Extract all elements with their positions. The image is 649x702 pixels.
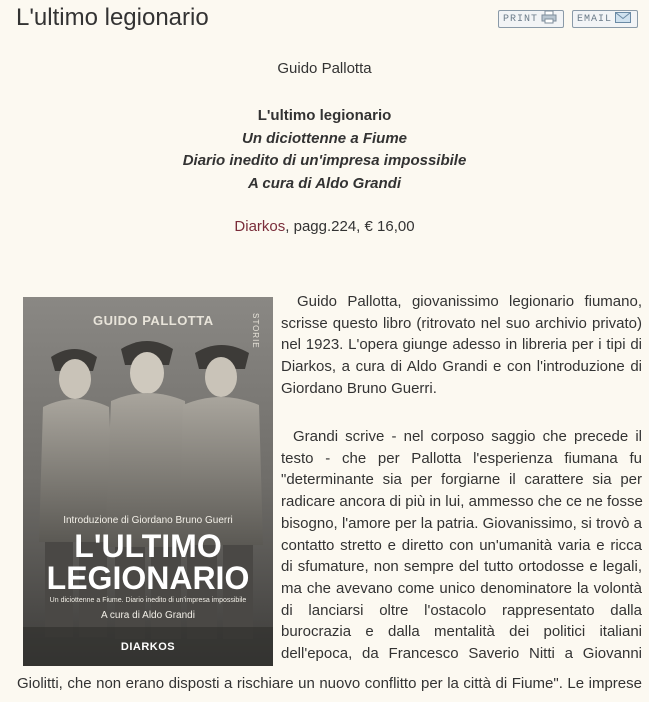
text-line: "determinante sia per forgiarne il carattere sia per <box>281 471 642 489</box>
text-line: bisogno, l'amore per la patria. Giovanissimo, si trovò a <box>281 514 642 532</box>
cover-editor: A cura di Aldo Grandi <box>101 610 195 621</box>
page-title: L'ultimo legionario <box>16 4 209 31</box>
book-subtitle-2: Diario inedito di un'impresa impossibile <box>182 152 467 169</box>
text-line: Diarkos, a cura di Aldo Grandi e con l'introduzione di <box>281 358 642 376</box>
price-pages: , pagg.224, € 16,00 <box>285 218 415 235</box>
text-line: Giordano Bruno Guerri. <box>281 379 437 397</box>
book-subtitle: Un diciottenne a Fiume <box>241 129 407 147</box>
text-line: radicare ancora di più in lui, ammesso che ce ne fosse <box>281 493 643 511</box>
cover-intro: Introduzione di Giordano Bruno Guerri <box>63 515 233 526</box>
text-line: testo - che per Pallotta l'esperienza fiumana fu <box>281 449 642 467</box>
text-line: scrisse questo libro (ritrovato nel suo archivio privato) <box>281 314 642 332</box>
publisher-link[interactable]: Diarkos <box>234 218 286 235</box>
book-title: L'ultimo legionario <box>257 107 392 124</box>
printer-icon <box>541 10 557 28</box>
book-cover-image <box>23 297 273 666</box>
text-line: Grandi scrive - nel corposo saggio che precede il <box>293 428 642 445</box>
text-line: burocrazia e dalla mentalità dei politici italiani <box>281 623 642 641</box>
envelope-icon <box>615 11 631 28</box>
email-label: EMAIL <box>577 13 613 25</box>
text-line: contatto stretto e diretto con un'umanità varia e ricca <box>281 536 642 554</box>
text-line: di lanciarsi oltre l'ostacolo rappresentato dalla <box>281 601 642 619</box>
text-line: Guido Pallotta, giovanissimo legionario fiumano, <box>297 293 642 310</box>
cover-title-2: LEGIONARIO <box>46 560 250 596</box>
cover-title-1: L'ULTIMO <box>74 528 222 564</box>
cover-subtitle: Un diciottenne a Fiume. Diario inedito di un'impresa impossibile <box>49 597 247 604</box>
body-paragraph-continued <box>17 673 642 695</box>
book-title-block <box>0 105 649 195</box>
cover-series: STORIE <box>251 313 260 349</box>
cover-author: GUIDO PALLOTTA <box>93 313 214 328</box>
text-line: Giolitti, che non erano disposti a rischiare un nuovo conflitto per la città di Fiume". Le imprese <box>17 675 642 692</box>
book-author: Guido Pallotta <box>277 60 372 77</box>
cover-publisher: DIARKOS <box>120 641 176 653</box>
text-line: nel 1923. L'opera giunge adesso in libreria per i tipi di <box>281 336 642 354</box>
email-button[interactable] <box>572 10 638 28</box>
book-editor: A cura di Aldo Grandi <box>247 174 402 192</box>
print-label: PRINT <box>503 13 539 25</box>
intro-paragraph <box>281 291 642 400</box>
text-line: dell'epoca, da Francesco Saverio Nitti a Giovanni <box>281 645 642 663</box>
print-button[interactable] <box>498 10 564 28</box>
body-paragraph <box>281 426 642 665</box>
publication-info <box>0 218 649 235</box>
text-line: di sfumature, non sempre del tutto ortodosse e legali, <box>281 558 642 576</box>
text-line: ma che avevano come unico denominatore la volontà <box>281 579 642 597</box>
